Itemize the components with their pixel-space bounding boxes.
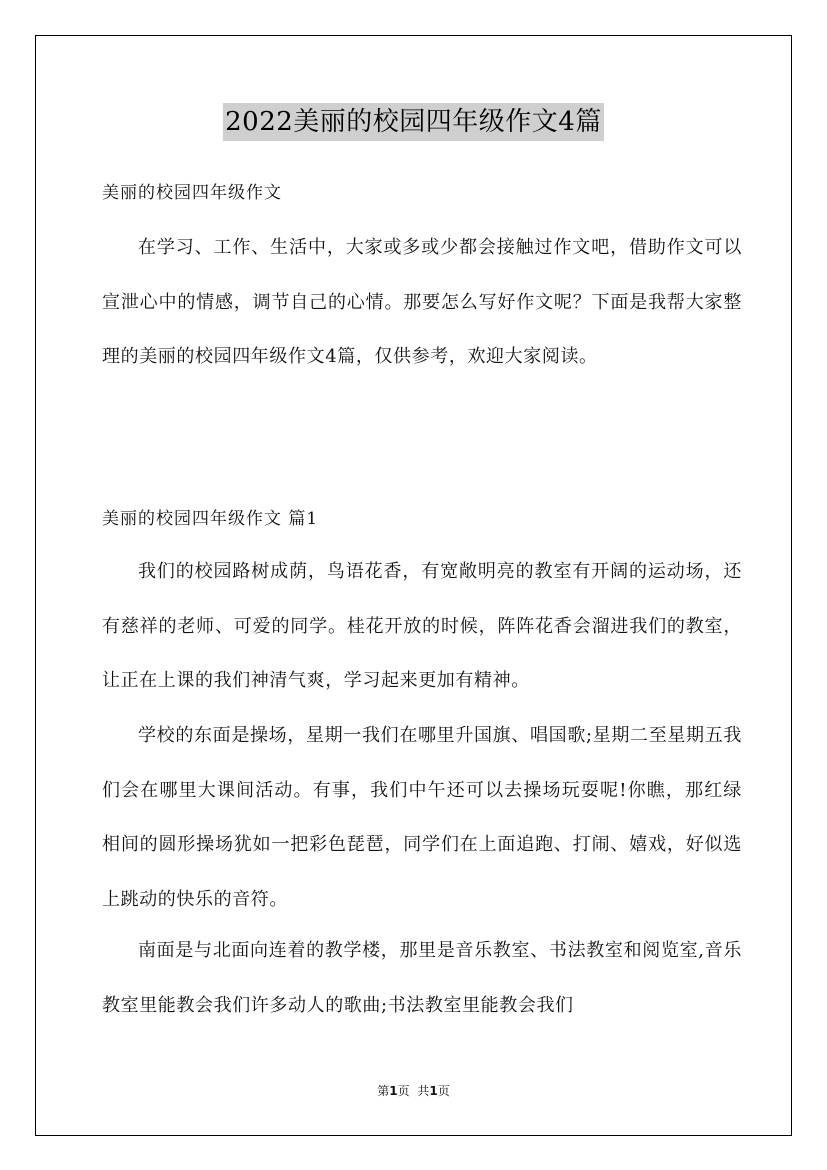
footer-page-total: 1	[429, 1084, 438, 1098]
footer-page-current: 1	[389, 1084, 398, 1098]
intro-heading: 美丽的校园四年级作文	[102, 183, 282, 203]
footer-total-prefix: 共	[417, 1084, 430, 1098]
footer-page-unit: 页	[397, 1084, 410, 1098]
document-title: 2022美丽的校园四年级作文4篇	[223, 103, 604, 141]
footer-total-unit: 页	[437, 1084, 450, 1098]
section1-paragraph-3: 南面是与北面向连着的教学楼，那里是音乐教室、书法教室和阅览室,音乐教室里能教会我们许多动人的歌曲;书法教室里能教会我们	[102, 940, 742, 1016]
footer-page-prefix: 第	[377, 1084, 390, 1098]
section1-paragraph-1: 我们的校园路树成荫，鸟语花香，有宽敞明亮的教室有开阔的运动场，还有慈祥的老师、可爱的同学。桂花开放的时候，阵阵花香会溜进我们的教室，让正在上课的我们神清气爽，学习起来更加有精神。	[102, 561, 742, 691]
section1-paragraph-2: 学校的东面是操场，星期一我们在哪里升国旗、唱国歌;星期二至星期五我们会在哪里大课间活动。有事，我们中午还可以去操场玩耍呢!你瞧，那红绿相间的圆形操场犹如一把彩色琵琶，同学们在上面追跑、打闹、嬉戏，好似选上跳动的快乐的音符。	[102, 725, 742, 910]
intro-paragraph: 在学习、工作、生活中，大家或多或少都会接触过作文吧，借助作文可以宣泄心中的情感，调节自己的心情。那要怎么写好作文呢？下面是我帮大家整理的美丽的校园四年级作文4篇，仅供参考，欢迎大家阅读。	[102, 237, 742, 367]
section1-heading: 美丽的校园四年级作文 篇1	[102, 509, 319, 529]
page-footer	[0, 1082, 827, 1100]
title-wrap	[0, 103, 827, 141]
